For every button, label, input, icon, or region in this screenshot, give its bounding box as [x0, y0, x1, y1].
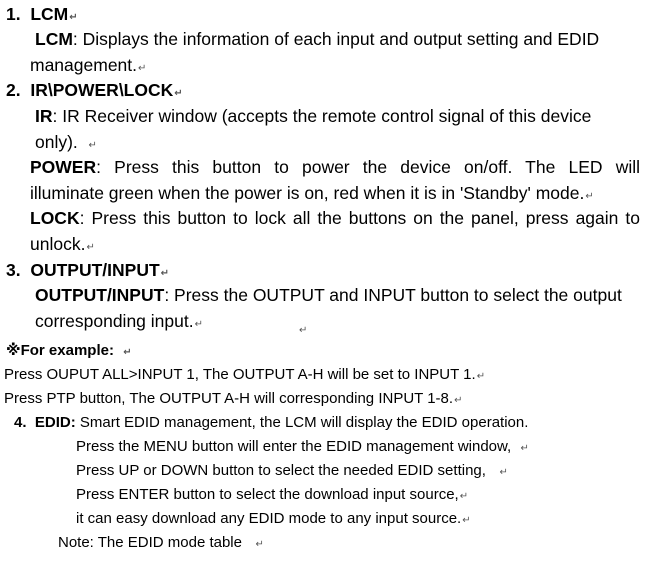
output-input-desc: : Press the OUTPUT and INPUT button to select the output: [164, 285, 622, 305]
section-2-heading: [6, 82, 183, 100]
power-term: POWER: [30, 157, 97, 177]
output-input-desc-cont: corresponding input.: [35, 311, 194, 331]
edid-line-2: [76, 439, 529, 454]
ir-term: IR: [35, 106, 53, 126]
output-input-term: OUTPUT/INPUT: [35, 285, 165, 305]
example-text-1: Press OUPUT ALL>INPUT 1, The OUTPUT A-H will be set to INPUT 1.: [4, 366, 476, 383]
section-1-heading: [6, 6, 78, 24]
lock-desc: : Press this button to lock all the buttons on the panel, press again to: [79, 208, 640, 228]
example-text-2: Press PTP button, The OUTPUT A-H will corresponding INPUT 1-8.: [4, 390, 454, 407]
lock-description-line-2: [30, 236, 95, 254]
power-desc-justified: [30, 159, 640, 177]
edid-term: EDID:: [34, 414, 76, 431]
example-line-1: [4, 367, 485, 382]
ir-description-line: [35, 108, 591, 126]
return-mark-icon: ↵: [69, 12, 78, 23]
return-mark-icon: ↵: [255, 539, 264, 550]
lcm-desc-cont: management.: [30, 55, 138, 75]
return-mark-icon: ↵: [454, 395, 463, 406]
output-input-description-line: [35, 287, 622, 305]
edid-text-5: it can easy download any EDID mode to any input source.: [76, 510, 462, 527]
ir-desc-cont: only).: [35, 132, 78, 152]
power-desc: : Press this button to power the device on/off. The LED will: [96, 157, 640, 177]
return-mark-icon: ↵: [459, 491, 469, 502]
return-mark-icon: ↵: [499, 467, 508, 478]
lcm-desc: : Displays the information of each input and output setting and EDID: [72, 29, 600, 49]
example-line-2: [4, 391, 462, 406]
example-label: [6, 343, 132, 358]
return-mark-icon: ↵: [462, 515, 471, 526]
edid-text-3: Press UP or DOWN button to select the needed EDID setting,: [76, 462, 486, 479]
edid-desc: Smart EDID management, the LCM will display the EDID operation.: [75, 414, 529, 431]
edid-text-4: Press ENTER button to select the download input source,: [76, 486, 459, 503]
section-number: 2.: [6, 80, 21, 100]
section-3-heading: [6, 262, 169, 280]
section-title: LCM: [30, 4, 69, 24]
return-mark-icon: ↵: [520, 443, 529, 454]
return-mark-icon: ↵: [138, 63, 147, 74]
edid-line-3: [76, 463, 508, 478]
return-mark-icon: ↵: [88, 140, 97, 151]
lock-desc-cont: unlock.: [30, 234, 86, 254]
lock-description-line: [30, 210, 640, 228]
section-number: 4.: [14, 414, 27, 431]
return-mark-icon: ↵: [160, 268, 170, 279]
lcm-description-line-2: [30, 57, 146, 75]
return-mark-icon: ↵: [476, 371, 486, 382]
section-4-heading: [14, 415, 528, 430]
return-mark-icon: ↵: [123, 347, 132, 358]
return-mark-icon: ↵: [299, 325, 308, 336]
power-description-line-2: [30, 185, 594, 203]
edid-note-text: Note: The EDID mode table: [58, 534, 242, 551]
section-title: OUTPUT/INPUT: [30, 260, 160, 280]
power-desc-cont: illuminate green when the power is on, red when it is in 'Standby' mode.: [30, 183, 585, 203]
lcm-description-line: [35, 31, 599, 49]
example-label-text: ※For example:: [6, 342, 114, 359]
lock-term: LOCK: [30, 208, 80, 228]
edid-text-2: Press the MENU button will enter the EDID management window,: [76, 438, 512, 455]
return-mark-icon: ↵: [194, 319, 203, 330]
output-input-description-line-2: [35, 313, 203, 331]
edid-line-5: [76, 511, 471, 526]
lcm-term: LCM: [35, 29, 73, 49]
ir-desc: : IR Receiver window (accepts the remote control signal of this device: [52, 106, 592, 126]
ir-description-line-2: [35, 134, 97, 152]
return-mark-icon: ↵: [174, 88, 183, 99]
return-mark-icon: ↵: [585, 191, 594, 202]
power-description-line: [30, 159, 640, 177]
section-number: 1.: [6, 4, 21, 24]
section-number: 3.: [6, 260, 21, 280]
edid-line-4: [76, 487, 468, 502]
lock-desc-justified: [30, 210, 640, 228]
section-title: IR\POWER\LOCK: [30, 80, 174, 100]
edid-note: [58, 535, 264, 550]
return-mark-icon: ↵: [86, 242, 95, 253]
